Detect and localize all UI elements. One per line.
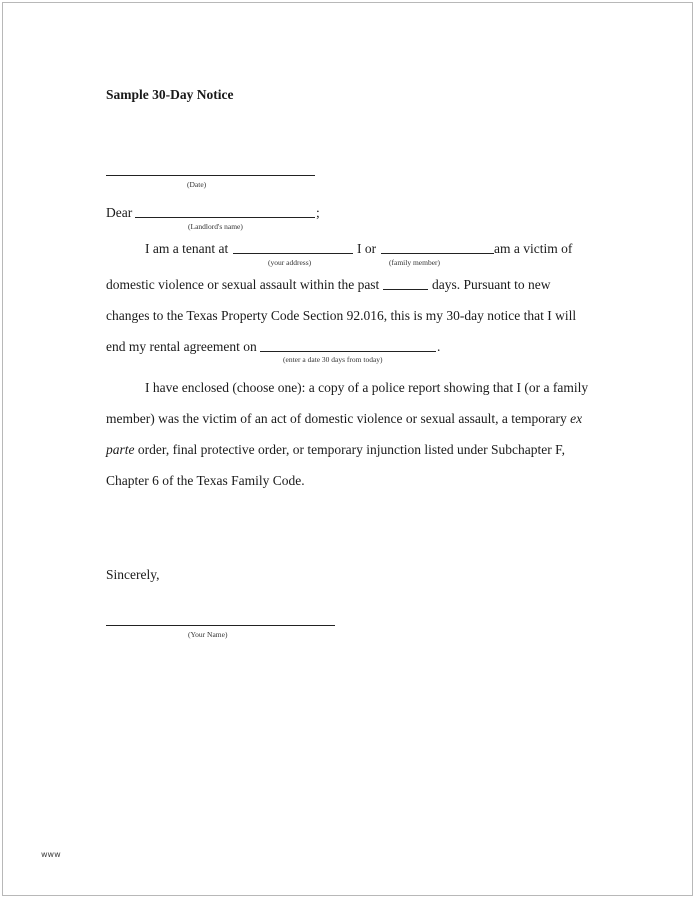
para1-line3: changes to the Texas Property Code Section 92.016, this is my 30-day notice that I will [106, 308, 577, 323]
address-label: (your address) [268, 258, 312, 267]
days-blank [383, 289, 428, 290]
para2-line2 [106, 411, 582, 427]
para1-line4-period: . [437, 339, 441, 354]
document-title: Sample 30-Day Notice [106, 87, 234, 102]
para2-line1: I have enclosed (choose one): a copy of a police report showing that I (or a family [145, 380, 589, 395]
para2-line3 [106, 442, 565, 458]
para1-line2-end: days. Pursuant to new [432, 277, 551, 292]
para2-parte: parte [106, 442, 135, 457]
address-blank [233, 253, 353, 254]
para2-line3-text: order, final protective order, or temporary injunction listed under Subchapter F, [137, 442, 565, 457]
landlord-label: (Landlord's name) [188, 222, 243, 231]
closing: Sincerely, [106, 567, 160, 582]
date-label: (Date) [187, 180, 207, 189]
para2-line4: Chapter 6 of the Texas Family Code. [106, 473, 305, 488]
enter-date-label: (enter a date 30 days from today) [283, 355, 383, 364]
family-member-blank [381, 253, 494, 254]
para1-line1-start: I am a tenant at [145, 241, 229, 256]
para2-ex: ex [570, 411, 583, 426]
date-blank [106, 175, 315, 176]
para1-line2-start: domestic violence or sexual assault within the past [106, 277, 380, 292]
end-date-blank [260, 351, 436, 352]
salutation-semicolon: ; [316, 205, 320, 220]
landlord-name-blank [135, 217, 315, 218]
your-name-label: (Your Name) [188, 630, 228, 639]
para2-line2-text: member) was the victim of an act of domestic violence or sexual assault, a temporary [106, 411, 567, 426]
para1-line1-mid: I or [357, 241, 377, 256]
para1-line4-start: end my rental agreement on [106, 339, 257, 354]
family-member-label: (family member) [389, 258, 441, 267]
signature-blank [106, 625, 335, 626]
para1-line1-end: am a victim of [494, 241, 573, 256]
watermark: www [41, 850, 61, 859]
salutation: Dear [106, 205, 133, 220]
